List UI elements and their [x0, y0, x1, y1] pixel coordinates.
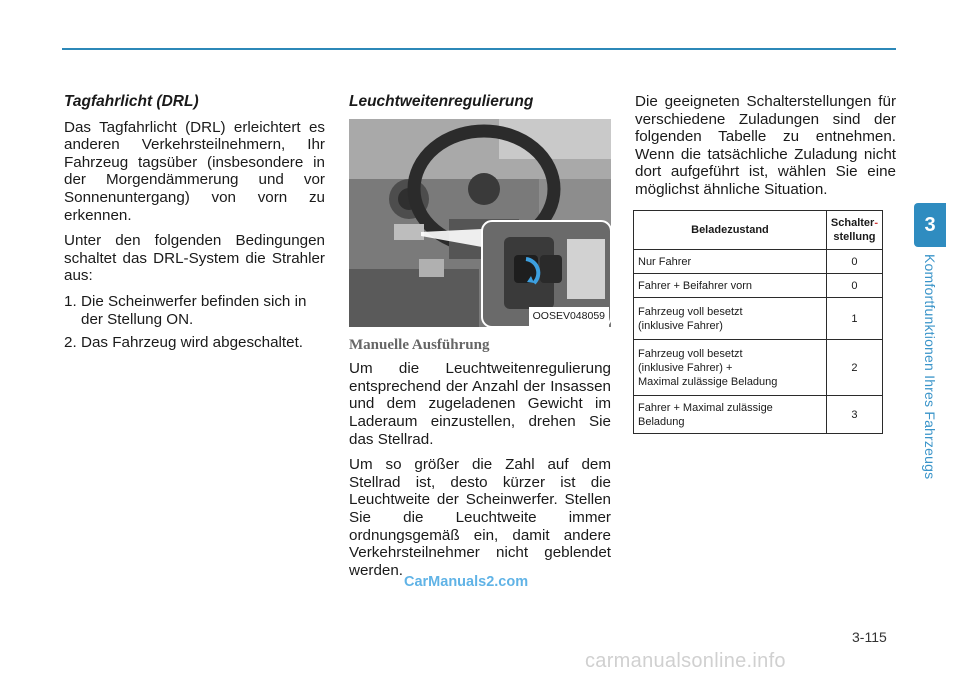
list-text: Die Scheinwerfer befinden sich in der Stellung ON. [81, 292, 307, 328]
figure-code: OOSEV048059 [529, 307, 609, 327]
left-column [64, 93, 325, 358]
row-load [634, 396, 827, 434]
row-value: 3 [826, 396, 882, 434]
table-row [634, 250, 883, 274]
list-item [64, 334, 325, 352]
watermark-carmanualsonline[interactable]: carmanualsonline.info [585, 650, 786, 672]
row-value: 2 [826, 340, 882, 396]
switch-intro-paragraph: Die geeigneten Schalterstellungen für verschiedene Zuladungen sind der folgenden Tabelle zu entnehmen. Wenn die tatsächliche Zuladung nicht dort aufgeführt ist, wählen Sie eine möglichst ähnliche Situation. [635, 93, 896, 198]
row-value: 1 [826, 298, 882, 340]
header-switch-b: stellung [833, 231, 876, 243]
list-number: 1. [64, 292, 77, 310]
list-number: 2. [64, 334, 77, 352]
right-column [635, 93, 896, 207]
list-text: Das Fahrzeug wird abgeschaltet. [81, 334, 304, 352]
table-row [634, 340, 883, 396]
header-switch-a: Schalter [830, 217, 875, 229]
row-load [634, 274, 827, 298]
leveling-paragraph-1: Um die Leuchtweitenregulierung entsprechend der Anzahl der Insassen und dem zugeladenen Gewicht im Laderaum einzustellen, drehen Sie das Stellrad. [349, 360, 611, 448]
drl-paragraph-2: Unter den folgenden Bedingungen schaltet das DRL-System die Strahler aus: [64, 232, 325, 285]
chapter-tab[interactable]: 3 [914, 203, 946, 247]
middle-column [349, 93, 611, 587]
top-rule [62, 48, 896, 50]
row-load-line: Nur Fahrer [638, 255, 692, 268]
row-load-line: (inklusive Fahrer) + [638, 361, 733, 374]
row-load-line: Maximal zulässige Beladung [638, 375, 778, 388]
drl-heading: Tagfahrlicht (DRL) [64, 93, 199, 110]
row-load [634, 250, 827, 274]
header-switch-hyphen: - [874, 217, 878, 229]
manual-subheading: Manuelle Ausführung [349, 336, 490, 353]
row-load [634, 298, 827, 340]
dashboard-illustration [349, 119, 611, 327]
table-header-row [634, 211, 883, 250]
table-row [634, 274, 883, 298]
load-table [633, 210, 883, 434]
table-row [634, 396, 883, 434]
header-switch [826, 211, 882, 250]
header-load: Beladezustand [634, 211, 827, 250]
watermark-carmanuals2[interactable]: CarManuals2.com [404, 574, 529, 590]
row-load-line: Fahrer + Maximal zulässige [638, 401, 773, 414]
leveling-heading: Leuchtweitenregulierung [349, 93, 534, 110]
row-value: 0 [826, 274, 882, 298]
dashboard-figure [349, 119, 611, 327]
list-item [64, 293, 325, 328]
leveling-paragraph-2: Um so größer die Zahl auf dem Stellrad ist, desto kürzer ist die Leuchtweite der Scheinwerfer. Stellen Sie die Leuchtweite immer ordnungsgemäß ein, damit andere Verkehrsteilnehmer nicht geblendet werden. [349, 456, 611, 579]
row-load [634, 340, 827, 396]
chapter-title: Komfortfunktionen Ihres Fahrzeugs [922, 254, 938, 480]
row-load-line: (inklusive Fahrer) [638, 319, 723, 332]
page-number: 3-115 [852, 629, 887, 645]
row-value: 0 [826, 250, 882, 274]
drl-paragraph-1: Das Tagfahrlicht (DRL) erleichtert es anderen Verkehrsteilnehmern, Ihr Fahrzeug tagsüber (insbesondere in der Morgendämmerung und vor Sonnenuntergang) von vorn zu erkennen. [64, 118, 325, 224]
row-load-line: Fahrzeug voll besetzt [638, 305, 743, 318]
row-load-line: Fahrer + Beifahrer vorn [638, 279, 753, 292]
row-load-line: Fahrzeug voll besetzt [638, 347, 743, 360]
table-row [634, 298, 883, 340]
row-load-line: Beladung [638, 415, 685, 428]
